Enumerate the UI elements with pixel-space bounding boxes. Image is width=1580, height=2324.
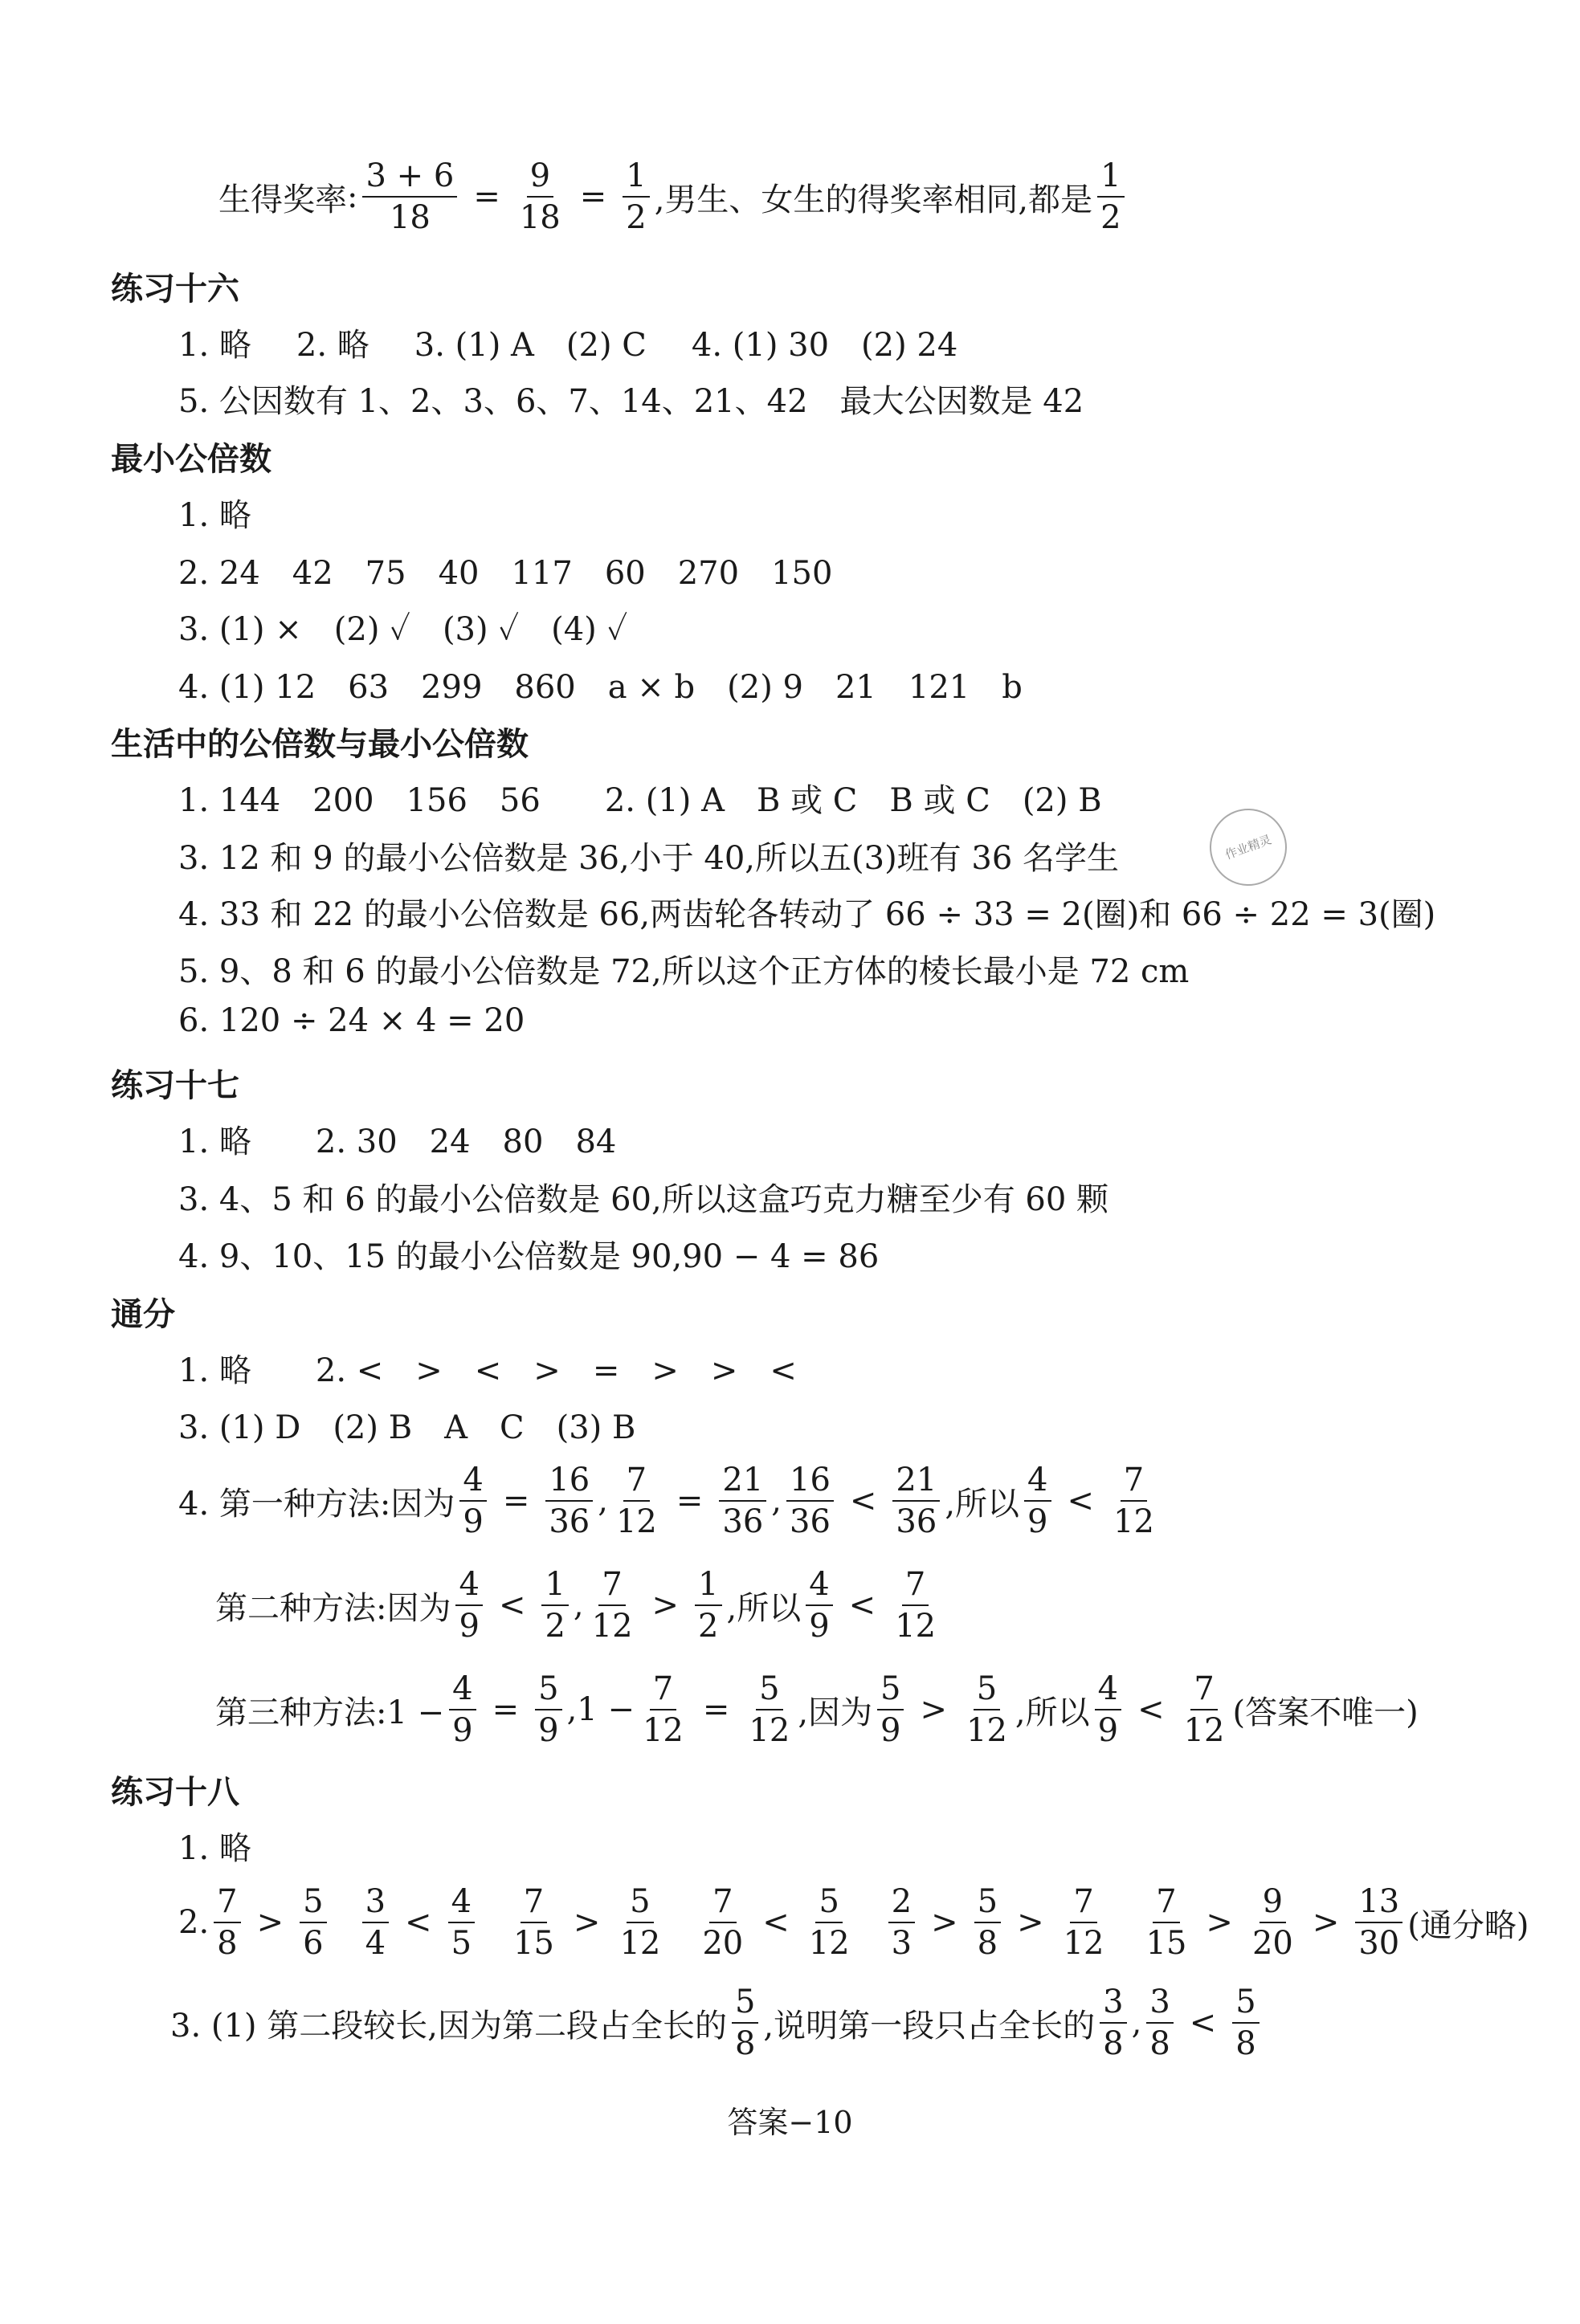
fraction: $\frac{1}{2}$ (1097, 157, 1124, 236)
fraction: $\frac{5}{8}$ (732, 1984, 758, 2062)
fraction: $\frac{4}{9}$ (449, 1670, 476, 1749)
intro-line: 生得奖率 : $\frac{3 + 6}{18}$ = $\frac{9}{18}$ = $\frac{1}{2}$ ,男生、女生的得奖率相同,都是 $\frac{1}{2}$ (218, 157, 1129, 236)
answer-line: 5. 9、8 和 6 的最小公倍数是 72,所以这个正方体的棱长最小是 72 cm (178, 953, 1190, 990)
answer-line: 3. 12 和 9 的最小公倍数是 36,小于 40,所以五(3)班有 36 名学生 (178, 840, 1120, 877)
fraction: $\frac{9}{18}$ (519, 157, 561, 236)
method-one-line: 4. 第一种方法:因为 $\frac{4}{9}$ = $\frac{16}{36}$ , $\frac{7}{12}$ = $\frac{21}{36}$ , $\frac{16}{36}$ < $\frac{21}{36}$ ,所以 $\frac{4}{9}$ < $\frac{7}{12}$ (178, 1462, 1162, 1540)
answer-line: 1. 略 (178, 1830, 251, 1867)
answer-line: 6. 120 ÷ 24 × 4 = 20 (178, 1002, 525, 1039)
answer-line: 1. 略 2. 略 3. (1) A (2) C 4. (1) 30 (2) 24 (178, 327, 958, 364)
fraction: $\frac{4}{9}$ (1024, 1462, 1051, 1540)
fraction: $\frac{5}{12}$ (808, 1883, 850, 1962)
section-heading: 练习十七 (111, 1067, 239, 1104)
fraction: $\frac{4}{5}$ (448, 1883, 475, 1962)
fraction: $\frac{5}{9}$ (877, 1670, 904, 1749)
fraction: $\frac{7}{12}$ (1063, 1883, 1104, 1962)
fraction: $\frac{3}{4}$ (362, 1883, 389, 1962)
fraction: $\frac{3}{8}$ (1146, 1984, 1173, 2062)
fraction: $\frac{5}{9}$ (535, 1670, 561, 1749)
answer-line: 3. (1) 第二段较长,因为第二段占全长的 $\frac{5}{8}$ ,说明第一段只占全长的 $\frac{3}{8}$ , $\frac{3}{8}$ < $\frac{5}{8}$ (170, 1984, 1264, 2062)
fraction: $\frac{5}{12}$ (619, 1883, 661, 1962)
compare-line: 2. $\frac{7}{8}$ > $\frac{5}{6}$ $\frac{3}{4}$ < $\frac{4}{5}$ $\frac{7}{15}$ > $\frac{5}{12}$ $\frac{7}{20}$ < $\frac{5}{12}$ $\frac{2}{3}$ > $\frac{5}{8}$ > $\frac{7}{12}$ $\frac{7}{15}$ > $\frac{9}{20}$ > $\frac{13}{30}$ (通分略) (178, 1883, 1529, 1962)
fraction: $\frac{1}{2}$ (623, 157, 649, 236)
section-heading: 练习十六 (111, 271, 239, 308)
fraction: $\frac{4}{9}$ (455, 1566, 482, 1645)
section-heading: 练习十八 (111, 1774, 239, 1811)
answer-line: 5. 公因数有 1、2、3、6、7、14、21、42 最大公因数是 42 (178, 383, 1084, 420)
fraction: $\frac{13}{30}$ (1355, 1883, 1402, 1962)
fraction: $\frac{5}{12}$ (749, 1670, 790, 1749)
section-heading: 生活中的公倍数与最小公倍数 (111, 726, 529, 763)
section-heading: 通分 (111, 1296, 175, 1333)
fraction: $\frac{16}{36}$ (545, 1462, 593, 1540)
answer-line: 2. 24 42 75 40 117 60 270 150 (178, 555, 833, 592)
section-heading: 最小公倍数 (111, 441, 271, 478)
fraction: $\frac{3}{8}$ (1100, 1984, 1126, 2062)
answer-line: 1. 略 2. 30 24 80 84 (178, 1123, 617, 1160)
fraction: $\frac{7}{12}$ (1113, 1462, 1154, 1540)
page-number: 答案−10 (727, 2105, 853, 2140)
fraction: $\frac{7}{15}$ (1145, 1883, 1187, 1962)
fraction: $\frac{7}{12}$ (895, 1566, 937, 1645)
fraction: $\frac{21}{36}$ (719, 1462, 766, 1540)
fraction: $\frac{7}{12}$ (642, 1670, 684, 1749)
fraction: $\frac{2}{3}$ (888, 1883, 915, 1962)
fraction: $\frac{7}{15}$ (513, 1883, 554, 1962)
answer-line: 4. (1) 12 63 299 860 a × b (2) 9 21 121 b (178, 669, 1023, 706)
answer-line: 4. 33 和 22 的最小公倍数是 66,两齿轮各转动了 66 ÷ 33 = 2(圈)和 66 ÷ 22 = 3(圈) (178, 896, 1436, 933)
answer-line: 3. (1) D (2) B A C (3) B (178, 1409, 636, 1446)
fraction: $\frac{5}{6}$ (300, 1883, 326, 1962)
fraction: $\frac{4}{9}$ (806, 1566, 832, 1645)
fraction: $\frac{5}{8}$ (974, 1883, 1001, 1962)
fraction: $\frac{1}{2}$ (695, 1566, 721, 1645)
method-three-line: 第三种方法:1 − $\frac{4}{9}$ = $\frac{5}{9}$ ,1 − $\frac{7}{12}$ = $\frac{5}{12}$ ,因为 $\frac{5}{9}$ > $\frac{5}{12}$ ,所以 $\frac{4}{9}$ < $\frac{7}{12}$ (答案不唯一) (215, 1670, 1419, 1749)
answer-line: 1. 略 2. < > < > = > > < (178, 1352, 797, 1389)
fraction: $\frac{5}{8}$ (1232, 1984, 1259, 2062)
answer-line: 1. 略 (178, 497, 251, 534)
fraction: $\frac{9}{20}$ (1251, 1883, 1293, 1962)
fraction: $\frac{5}{12}$ (966, 1670, 1007, 1749)
fraction: $\frac{21}{36}$ (892, 1462, 940, 1540)
fraction: $\frac{3 + 6}{18}$ (362, 157, 457, 236)
fraction: $\frac{4}{9}$ (459, 1462, 486, 1540)
fraction: $\frac{7}{12}$ (615, 1462, 657, 1540)
answer-line: 1. 144 200 156 56 2. (1) A B 或 C B 或 C (2) B (178, 782, 1102, 819)
watermark-stamp: 作业精灵 (1198, 797, 1297, 896)
method-two-line: 第二种方法:因为 $\frac{4}{9}$ < $\frac{1}{2}$ , $\frac{7}{12}$ > $\frac{1}{2}$ ,所以 $\frac{4}{9}$ < $\frac{7}{12}$ (215, 1566, 944, 1645)
fraction: $\frac{7}{12}$ (591, 1566, 633, 1645)
answer-line: 3. (1) × (2) ✓ (3) ✓ (4) ✓ (178, 611, 628, 648)
fraction: $\frac{1}{2}$ (541, 1566, 568, 1645)
fraction: $\frac{7}{12}$ (1183, 1670, 1225, 1749)
fraction: $\frac{7}{8}$ (214, 1883, 240, 1962)
answer-line: 3. 4、5 和 6 的最小公倍数是 60,所以这盒巧克力糖至少有 60 颗 (178, 1181, 1109, 1218)
fraction: $\frac{4}{9}$ (1095, 1670, 1121, 1749)
answer-line: 4. 9、10、15 的最小公倍数是 90,90 − 4 = 86 (178, 1238, 880, 1275)
fraction: $\frac{7}{20}$ (702, 1883, 744, 1962)
fraction: $\frac{16}{36}$ (786, 1462, 834, 1540)
